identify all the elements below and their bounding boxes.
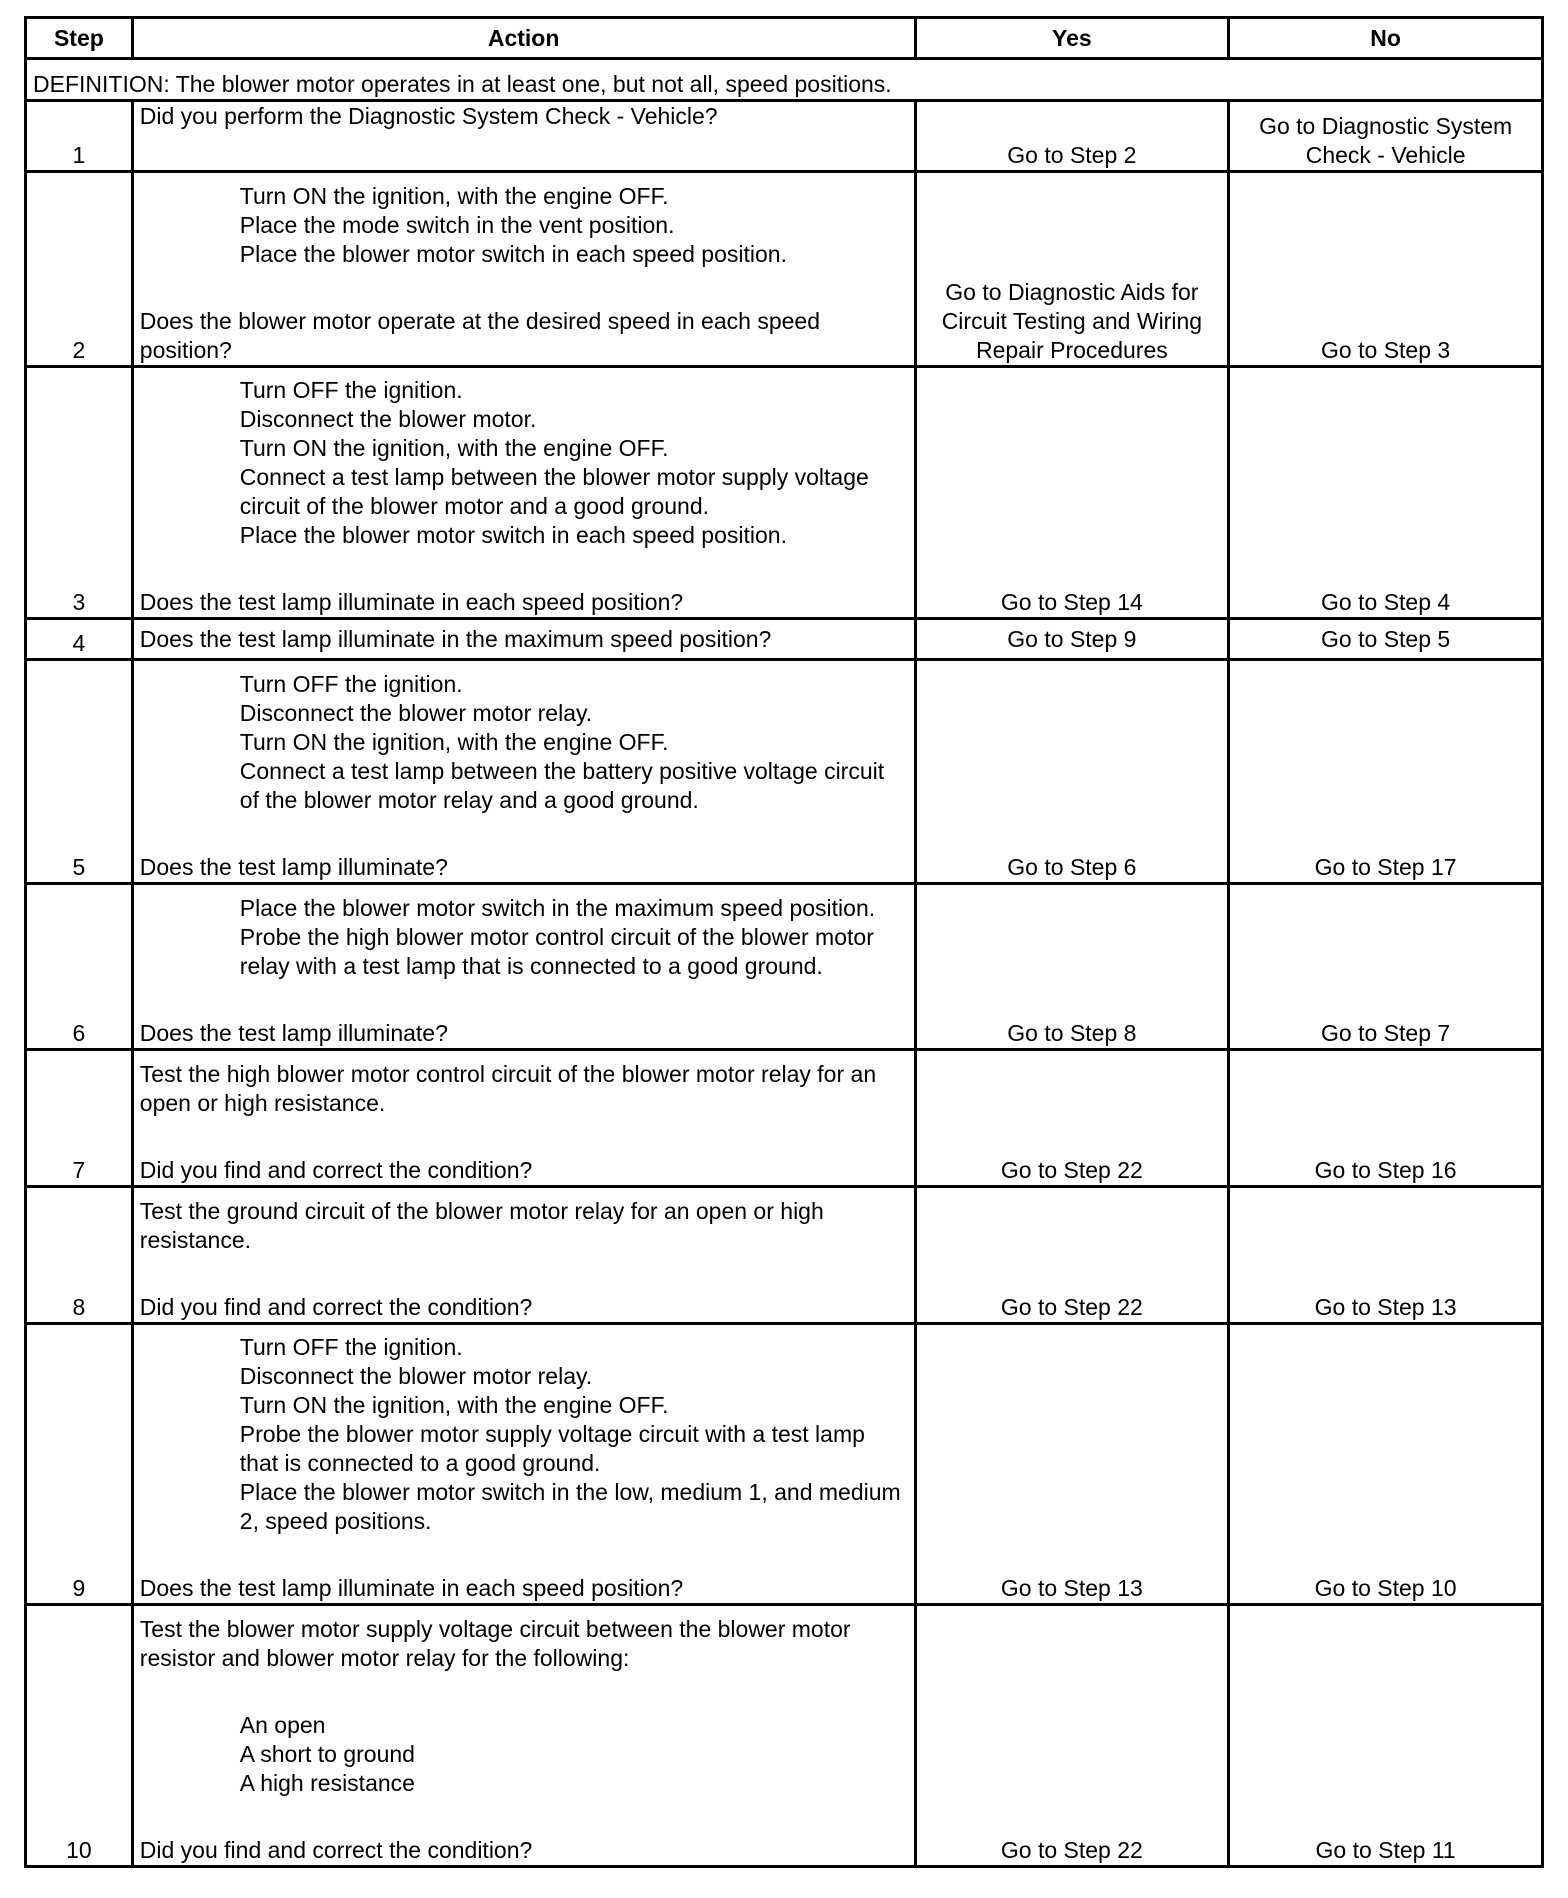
header-yes: Yes: [915, 18, 1229, 59]
step-number: 8: [26, 1187, 133, 1324]
header-action: Action: [132, 18, 915, 59]
instruction-item: Connect a test lamp between the blower motor supply voltage circuit of the blower motor and a good ground.: [239, 464, 869, 519]
instruction-item: Probe the blower motor supply voltage circuit with a test lamp that is connected to a good ground.: [239, 1421, 865, 1476]
header-row: [26, 18, 1543, 59]
action-cell: [132, 1050, 915, 1187]
action-cell: [132, 1324, 915, 1605]
instruction-list: [140, 1333, 908, 1536]
yes-cell: Go to Step 13: [915, 1324, 1229, 1605]
no-cell: Go to Step 16: [1229, 1050, 1543, 1187]
instruction-item: Turn OFF the ignition.: [239, 1334, 463, 1360]
action-cell: [132, 172, 915, 367]
step-number: 4: [26, 619, 133, 660]
action-cell: [132, 101, 915, 172]
header-no: No: [1229, 18, 1543, 59]
instruction-list: [140, 376, 908, 550]
instruction-text: Test the ground circuit of the blower motor relay for an open or high resistance.: [139, 1198, 824, 1253]
action-cell: [132, 367, 915, 619]
table-row: [26, 1605, 1543, 1867]
table-row: [26, 619, 1543, 660]
step-number: 2: [26, 172, 133, 367]
yes-cell: Go to Diagnostic Aids for Circuit Testing and Wiring Repair Procedures: [915, 172, 1229, 367]
no-cell: Go to Step 17: [1229, 660, 1543, 884]
action-cell: [132, 884, 915, 1050]
table-row: [26, 660, 1543, 884]
yes-cell: Go to Step 22: [915, 1050, 1229, 1187]
instruction-item: Disconnect the blower motor relay.: [239, 1363, 593, 1389]
instruction-item: Turn ON the ignition, with the engine OFF.: [239, 1392, 669, 1418]
no-cell: Go to Step 5: [1229, 619, 1543, 660]
instruction-text: Test the high blower motor control circuit of the blower motor relay for an open or high resistance.: [139, 1061, 877, 1116]
condition-item: A short to ground: [239, 1741, 415, 1767]
question-text: Does the test lamp illuminate?: [139, 854, 448, 880]
instruction-item: Turn ON the ignition, with the engine OFF.: [239, 183, 669, 209]
yes-cell: Go to Step 22: [915, 1605, 1229, 1867]
instruction-list: [140, 894, 908, 981]
question-text: Does the test lamp illuminate in the maximum speed position?: [139, 625, 772, 652]
diagnostic-table: [24, 16, 1544, 1868]
definition-row: [26, 59, 1543, 101]
instruction-item: Turn ON the ignition, with the engine OFF.: [239, 729, 669, 755]
instruction-item: Connect a test lamp between the battery positive voltage circuit of the blower motor relay and a good ground.: [239, 758, 885, 813]
instruction-list: [140, 182, 908, 269]
no-cell: Go to Step 11: [1229, 1605, 1543, 1867]
no-cell: Go to Diagnostic System Check - Vehicle: [1229, 101, 1543, 172]
question-text: Does the test lamp illuminate in each speed position?: [139, 589, 684, 615]
action-cell: [132, 619, 915, 660]
instruction-item: Place the blower motor switch in each speed position.: [239, 241, 787, 267]
yes-cell: Go to Step 2: [915, 101, 1229, 172]
definition-text: DEFINITION: The blower motor operates in at least one, but not all, speed positions.: [26, 59, 1543, 101]
instruction-item: Disconnect the blower motor.: [239, 406, 537, 432]
step-number: 9: [26, 1324, 133, 1605]
table-row: [26, 1324, 1543, 1605]
action-cell: [132, 1187, 915, 1324]
table-row: [26, 367, 1543, 619]
instruction-item: Probe the high blower motor control circuit of the blower motor relay with a test lamp that is connected to a good ground.: [239, 924, 874, 979]
yes-cell: Go to Step 22: [915, 1187, 1229, 1324]
step-number: 7: [26, 1050, 133, 1187]
instruction-item: Turn ON the ignition, with the engine OFF.: [239, 435, 669, 461]
condition-item: An open: [239, 1712, 326, 1738]
instruction-item: Turn OFF the ignition.: [239, 377, 463, 403]
no-cell: Go to Step 4: [1229, 367, 1543, 619]
table-row: [26, 884, 1543, 1050]
condition-list: [140, 1711, 908, 1798]
table-row: [26, 172, 1543, 367]
instruction-item: Turn OFF the ignition.: [239, 671, 463, 697]
instruction-item: Disconnect the blower motor relay.: [239, 700, 593, 726]
no-cell: Go to Step 10: [1229, 1324, 1543, 1605]
no-cell: Go to Step 7: [1229, 884, 1543, 1050]
no-cell: Go to Step 3: [1229, 172, 1543, 367]
step-number: 1: [26, 101, 133, 172]
yes-cell: Go to Step 14: [915, 367, 1229, 619]
yes-cell: Go to Step 8: [915, 884, 1229, 1050]
question-text: Did you find and correct the condition?: [139, 1157, 533, 1183]
yes-cell: Go to Step 6: [915, 660, 1229, 884]
question-text: Did you find and correct the condition?: [139, 1294, 533, 1320]
condition-item: A high resistance: [239, 1770, 415, 1796]
instruction-list: [140, 670, 908, 815]
instruction-item: Place the blower motor switch in the low, medium 1, and medium 2, speed positions.: [239, 1479, 901, 1534]
step-number: 3: [26, 367, 133, 619]
question-text: Did you find and correct the condition?: [139, 1837, 533, 1863]
step-number: 10: [26, 1605, 133, 1867]
instruction-item: Place the mode switch in the vent position.: [239, 212, 675, 238]
question-text: Did you perform the Diagnostic System Check - Vehicle?: [139, 103, 718, 129]
header-step: Step: [26, 18, 133, 59]
question-text: Does the test lamp illuminate?: [139, 1020, 448, 1046]
table-row: [26, 1187, 1543, 1324]
step-number: 6: [26, 884, 133, 1050]
table-row: [26, 1050, 1543, 1187]
instruction-text: Test the blower motor supply voltage circuit between the blower motor resistor and blower motor relay for the following:: [139, 1616, 851, 1671]
step-number: 5: [26, 660, 133, 884]
table-row: [26, 101, 1543, 172]
question-text: Does the test lamp illuminate in each speed position?: [139, 1575, 684, 1601]
question-text: Does the blower motor operate at the desired speed in each speed position?: [139, 308, 820, 363]
instruction-item: Place the blower motor switch in the maximum speed position.: [239, 895, 876, 921]
yes-cell: Go to Step 9: [915, 619, 1229, 660]
action-cell: [132, 1605, 915, 1867]
action-cell: [132, 660, 915, 884]
no-cell: Go to Step 13: [1229, 1187, 1543, 1324]
instruction-item: Place the blower motor switch in each speed position.: [239, 522, 787, 548]
